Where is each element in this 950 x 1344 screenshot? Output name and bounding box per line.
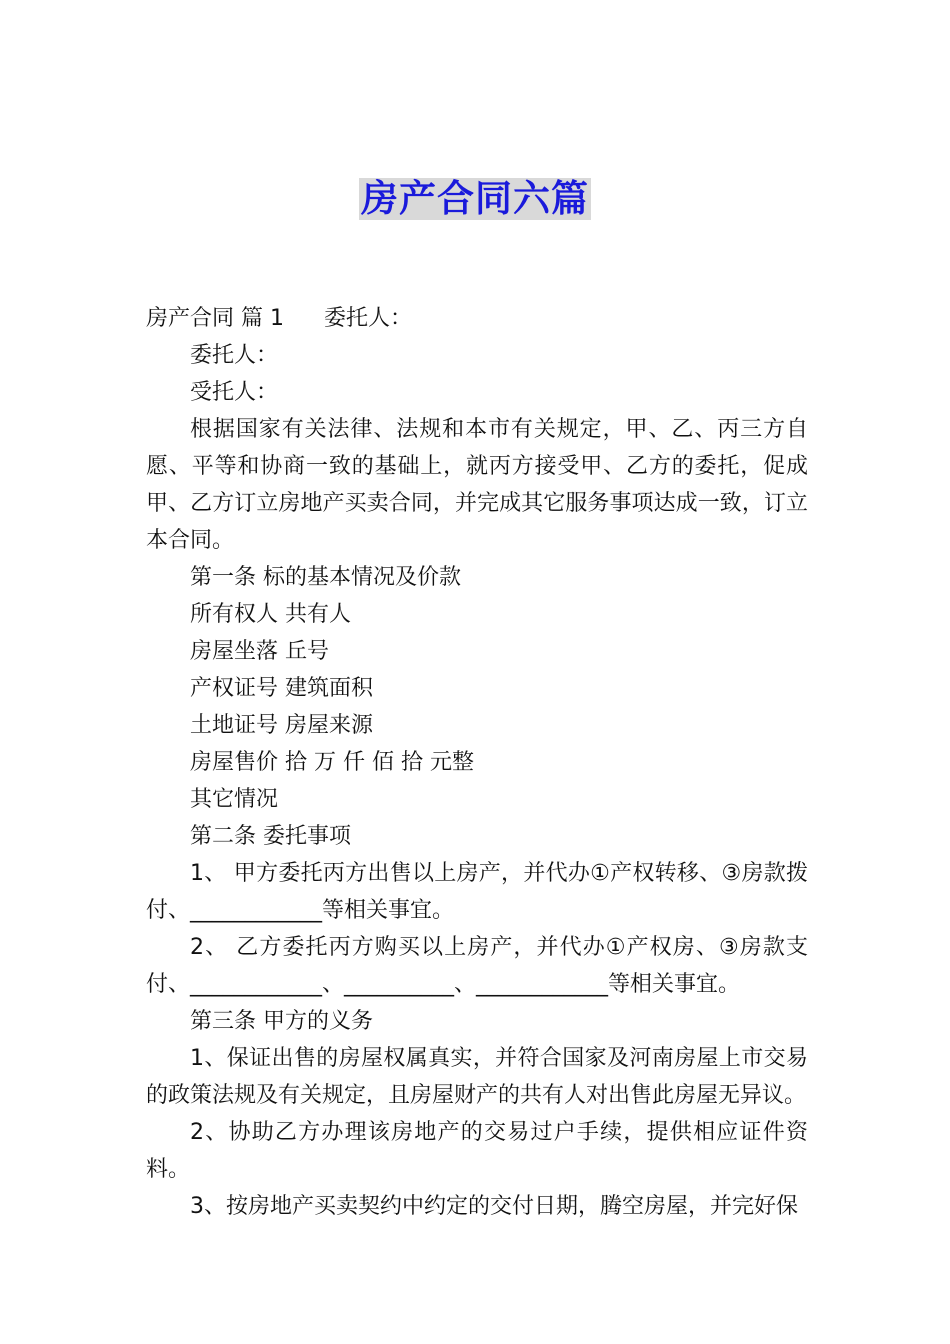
paragraph-article-3-heading: 第三条 甲方的义务 bbox=[190, 1009, 373, 1034]
principal-label-inline: 委托人： bbox=[323, 306, 412, 331]
paragraph-heading-article-1 bbox=[146, 300, 808, 337]
paragraph-owner: 所有权人 共有人 bbox=[190, 602, 351, 627]
paragraph-article-3-item-3: 3、按房地产买卖契约中约定的交付日期，腾空房屋，并完好保 bbox=[190, 1194, 798, 1219]
paragraph-location: 房屋坐落 丘号 bbox=[190, 639, 329, 664]
paragraph-article-2-item-2: 2、 乙方委托丙方购买以上房产，并代办①产权房、③房款支付、____________、__________、____________等相关事宜。 bbox=[146, 935, 808, 997]
document-title-wrapper bbox=[0, 178, 950, 220]
paragraph-agent: 受托人： bbox=[190, 380, 279, 405]
document-title: 房产合同六篇 bbox=[361, 177, 589, 220]
paragraph-land-certificate: 土地证号 房屋来源 bbox=[190, 713, 373, 738]
paragraph-other: 其它情况 bbox=[190, 787, 279, 812]
paragraph-certificate: 产权证号 建筑面积 bbox=[190, 676, 373, 701]
paragraph-article-3-item-1: 1、保证出售的房屋权属真实，并符合国家及河南房屋上市交易的政策法规及有关规定，且房屋财产的共有人对出售此房屋无异议。 bbox=[146, 1046, 808, 1108]
contract-section-label: 房产合同 篇 1 bbox=[146, 306, 284, 331]
paragraph-article-3-item-2: 2、协助乙方办理该房地产的交易过户手续，提供相应证件资料。 bbox=[146, 1120, 808, 1182]
paragraph-article-2-item-1: 1、 甲方委托丙方出售以上房产，并代办①产权转移、③房款拨付、____________等相关事宜。 bbox=[146, 861, 808, 923]
paragraph-article-1-heading: 第一条 标的基本情况及价款 bbox=[190, 565, 461, 590]
paragraph-principal: 委托人： bbox=[190, 343, 279, 368]
paragraph-article-2-heading: 第二条 委托事项 bbox=[190, 824, 351, 849]
document-body bbox=[146, 300, 808, 1225]
paragraph-preamble: 根据国家有关法律、法规和本市有关规定，甲、乙、丙三方自愿、平等和协商一致的基础上，就丙方接受甲、乙方的委托，促成甲、乙方订立房地产买卖合同，并完成其它服务事项达成一致，订立本合同。 bbox=[146, 417, 808, 553]
paragraph-price: 房屋售价 拾 万 仟 佰 拾 元整 bbox=[190, 750, 474, 775]
